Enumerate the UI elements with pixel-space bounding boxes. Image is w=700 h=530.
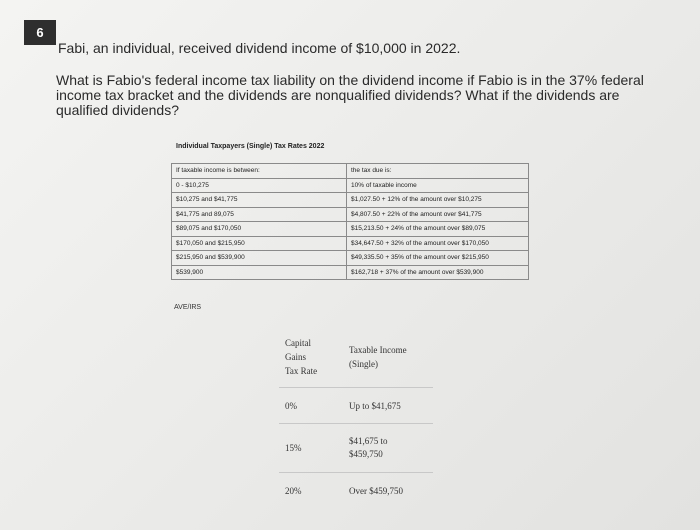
capital-gains-row <box>279 424 433 473</box>
tax-bracket-tax: $162,718 + 37% of the amount over $539,900 <box>347 265 529 280</box>
capital-gains-row <box>279 473 433 509</box>
tax-bracket-income: $170,050 and $215,950 <box>172 236 347 251</box>
tax-table-row <box>172 178 529 193</box>
tax-bracket-tax: $49,335.50 + 35% of the amount over $215,950 <box>347 251 529 266</box>
capital-gains-header-row <box>279 327 433 388</box>
tax-table-row <box>172 193 529 208</box>
tax-rate-table <box>171 163 529 280</box>
income-line: Over $459,750 <box>349 485 403 496</box>
capital-gains-row <box>279 388 433 424</box>
tax-bracket-tax: 10% of taxable income <box>347 178 529 193</box>
tax-bracket-tax: $15,213.50 + 24% of the amount over $89,075 <box>347 222 529 237</box>
tax-bracket-tax: $1,027.50 + 12% of the amount over $10,275 <box>347 193 529 208</box>
capital-gains-rate: 20% <box>279 473 343 509</box>
header-line: (Single) <box>349 359 378 369</box>
tax-bracket-income: 0 - $10,275 <box>172 178 347 193</box>
tax-table-header-income: If taxable income is between: <box>172 164 347 179</box>
capital-gains-income <box>343 473 433 509</box>
tax-bracket-income: $10,275 and $41,775 <box>172 193 347 208</box>
tax-bracket-income: $539,900 <box>172 265 347 280</box>
header-line: Gains <box>285 352 306 362</box>
question-intro: Fabi, an individual, received dividend income of $10,000 in 2022. <box>58 40 461 56</box>
header-line: Tax Rate <box>285 366 318 376</box>
tax-table-row <box>172 236 529 251</box>
tax-table-row <box>172 251 529 266</box>
tax-bracket-income: $89,075 and $170,050 <box>172 222 347 237</box>
capital-gains-rate-header <box>279 327 343 388</box>
income-line: $459,750 <box>349 449 383 459</box>
capital-gains-rate: 15% <box>279 424 343 473</box>
tax-table-row <box>172 207 529 222</box>
tax-table-header-tax: the tax due is: <box>347 164 529 179</box>
tax-bracket-tax: $4,807.50 + 22% of the amount over $41,775 <box>347 207 529 222</box>
header-line: Capital <box>285 338 311 348</box>
header-line: Taxable Income <box>349 345 407 355</box>
capital-gains-rate: 0% <box>279 388 343 424</box>
income-line: Up to $41,675 <box>349 400 401 411</box>
tax-bracket-income: $41,775 and 89,075 <box>172 207 347 222</box>
income-line: $41,675 to <box>349 436 388 446</box>
tax-bracket-tax: $34,647.50 + 32% of the amount over $170,050 <box>347 236 529 251</box>
tax-bracket-income: $215,950 and $539,900 <box>172 251 347 266</box>
tax-table-row <box>172 265 529 280</box>
taxable-income-header <box>343 327 433 388</box>
question-prompt: What is Fabio's federal income tax liability on the dividend income if Fabio is in the 37% federal income tax bracket and the dividends are nonqualified dividends? What if the dividends are qualified dividends? <box>56 72 644 118</box>
capital-gains-table <box>279 327 433 508</box>
tax-table-header-row <box>172 164 529 179</box>
question-number-badge: 6 <box>24 20 56 45</box>
tax-table-row <box>172 222 529 237</box>
tax-table-title: Individual Taxpayers (Single) Tax Rates 2022 <box>176 143 325 150</box>
capital-gains-income <box>343 388 433 424</box>
tax-table-source: AVE/IRS <box>174 304 202 311</box>
capital-gains-income <box>343 424 433 473</box>
